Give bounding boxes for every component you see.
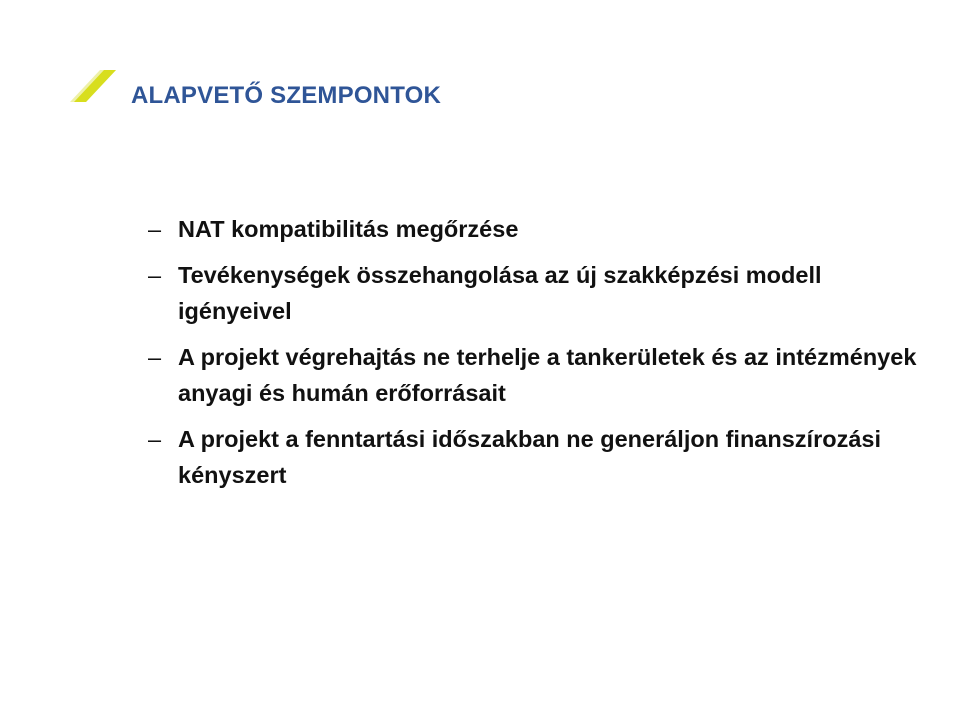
- bullet-dash: –: [148, 344, 162, 370]
- bullet-text: A projekt végrehajtás ne terhelje a tankerületek és az intézmények anyagi és humán erőforrásait: [178, 344, 917, 406]
- slash-stripes-icon: [70, 68, 118, 104]
- bullet-text: A projekt a fenntartási időszakban ne generáljon finanszírozási kényszert: [178, 426, 881, 488]
- list-item: [148, 211, 938, 247]
- bullet-dash: –: [148, 262, 162, 288]
- list-item: [148, 339, 938, 411]
- bullet-dash: –: [148, 216, 162, 242]
- list-item: [148, 421, 938, 493]
- bullet-text: Tevékenységek összehangolása az új szakképzési modell igényeivel: [178, 262, 822, 324]
- bullet-text: NAT kompatibilitás megőrzése: [178, 216, 519, 242]
- logo-stripe-front: [74, 70, 116, 102]
- bullet-list: [148, 211, 938, 503]
- bullet-dash: –: [148, 426, 162, 452]
- page-title: ALAPVETŐ SZEMPONTOK: [131, 82, 442, 109]
- list-item: [148, 257, 938, 329]
